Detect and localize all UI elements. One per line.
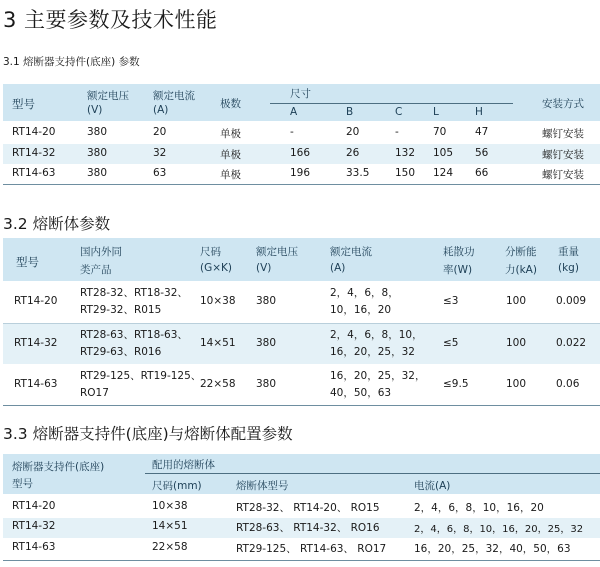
col-breaking-2: 力(kA) (505, 264, 537, 276)
cell-dim-h: 56 (475, 147, 489, 159)
col-voltage-unit: (V) (87, 104, 103, 116)
cell-current: 2，4，6，8，10，16，20 (414, 502, 544, 514)
cell-equiv: RT28-32、RT18-32、 (80, 287, 188, 299)
cell-current: 2，4，6，8， (330, 287, 399, 299)
col-breaking: 分断能 (505, 246, 537, 258)
col-current-unit: (A) (153, 104, 169, 116)
cell-size: 10×38 (200, 295, 236, 307)
cell-model: RT14-32 (12, 147, 56, 159)
cell-power: ≤5 (443, 337, 459, 349)
cell-size: 22×58 (152, 541, 188, 553)
cell-dim-h: 47 (475, 126, 489, 138)
cell-weight: 0.022 (556, 337, 587, 349)
col-current: 额定电流 (330, 246, 372, 258)
cell-dim-c: 132 (395, 147, 416, 159)
col-size-2: (G×K) (200, 262, 233, 274)
cell-power: ≤9.5 (443, 378, 469, 390)
cell-voltage: 380 (256, 378, 277, 390)
col-dim-b: B (346, 106, 354, 118)
cell-dim-b: 33.5 (346, 167, 370, 179)
cell-current: 32 (153, 147, 167, 159)
cell-dim-a: 196 (290, 167, 311, 179)
page-title: 3 主要参数及技术性能 (3, 8, 218, 32)
col-voltage: 额定电压 (256, 246, 298, 258)
col-dims: 尺寸 (290, 88, 311, 100)
col-size: 尺码(mm) (152, 480, 202, 492)
cell-poles: 单极 (220, 169, 241, 181)
col-equiv: 国内外同 (80, 246, 122, 258)
col-model: 型号 (16, 255, 39, 269)
cell-dim-l: 105 (433, 147, 454, 159)
col-dim-a: A (290, 106, 298, 118)
col-weight-2: (kg) (558, 262, 579, 274)
col-current-2: (A) (330, 262, 346, 274)
cell-equiv: RT28-63、RT18-63、 (80, 329, 188, 341)
cell-dim-l: 124 (433, 167, 454, 179)
cell-voltage: 380 (87, 167, 108, 179)
cell-voltage: 380 (256, 295, 277, 307)
cell-weight: 0.009 (556, 295, 587, 307)
section-3-3-heading: 3.3 熔断器支持件(底座)与熔断体配置参数 (3, 425, 293, 443)
cell-model: RT14-63 (12, 167, 56, 179)
cell-current: 20 (153, 126, 167, 138)
dims-divider (270, 103, 513, 104)
cell-base-model: RT14-63 (12, 541, 56, 553)
cell-dim-a: - (290, 126, 294, 138)
col-current: 电流(A) (414, 480, 451, 492)
cell-equiv: RT29-125、RT19-125、 (80, 370, 202, 382)
cell-power: ≤3 (443, 295, 459, 307)
cell-dim-l: 70 (433, 126, 447, 138)
cell-mount: 螺钉安装 (542, 169, 584, 181)
cell-size: 10×38 (152, 500, 188, 512)
fuse-divider (145, 473, 600, 474)
cell-mount: 螺钉安装 (542, 128, 584, 140)
section-3-2-heading: 3.2 熔断体参数 (3, 215, 111, 233)
cell-model: RT14-32 (14, 337, 58, 349)
col-current: 额定电流 (153, 90, 195, 102)
cell-poles: 单极 (220, 149, 241, 161)
col-fuse-model: 熔断体型号 (236, 480, 289, 492)
col-voltage: 额定电压 (87, 90, 129, 102)
cell-base-model: RT14-20 (12, 500, 56, 512)
cell-equiv-2: RT29-32、R015 (80, 304, 162, 316)
cell-breaking: 100 (506, 295, 527, 307)
cell-dim-b: 20 (346, 126, 360, 138)
cell-breaking: 100 (506, 378, 527, 390)
cell-current-2: 10，16，20 (330, 304, 392, 316)
cell-base-model: RT14-32 (12, 520, 56, 532)
table-3-2-bottom-rule (3, 405, 600, 406)
col-voltage-2: (V) (256, 262, 272, 274)
cell-dim-b: 26 (346, 147, 360, 159)
col-mount: 安装方式 (542, 98, 584, 110)
section-3-1-heading: 3.1 熔断器支持件(底座) 参数 (3, 56, 140, 68)
cell-dim-c: 150 (395, 167, 416, 179)
cell-dim-c: - (395, 126, 399, 138)
col-model: 型号 (12, 97, 35, 111)
col-weight: 重量 (558, 246, 579, 258)
cell-poles: 单极 (220, 128, 241, 140)
cell-equiv-2: RT29-63、R016 (80, 346, 162, 358)
cell-dim-h: 66 (475, 167, 489, 179)
cell-current: 2，4，6，8，10， (330, 329, 423, 341)
cell-fuse-model: RT28-32、 RT14-20、 RO15 (236, 502, 380, 514)
cell-current-2: 16，20，25，32 (330, 346, 415, 358)
cell-current-2: 40，50，63 (330, 387, 392, 399)
col-power-2: 率(W) (443, 264, 473, 276)
cell-voltage: 380 (87, 126, 108, 138)
cell-current: 16，20，25，32，40，50，63 (414, 543, 571, 555)
cell-size: 22×58 (200, 378, 236, 390)
col-fuse: 配用的熔断体 (152, 459, 215, 471)
cell-weight: 0.06 (556, 378, 580, 390)
cell-equiv-2: RO17 (80, 387, 109, 399)
col-dim-h: H (475, 106, 483, 118)
cell-current: 16，20，25，32， (330, 370, 426, 382)
col-dim-l: L (433, 106, 439, 118)
cell-dim-a: 166 (290, 147, 311, 159)
col-base-2: 型号 (12, 478, 33, 490)
cell-model: RT14-20 (12, 126, 56, 138)
col-size: 尺码 (200, 246, 221, 258)
cell-fuse-model: RT28-63、 RT14-32、 RO16 (236, 522, 380, 534)
table-3-3-bottom-rule (3, 560, 600, 561)
cell-current: 2，4，6，8，10，16，20，25，32 (414, 524, 584, 535)
cell-breaking: 100 (506, 337, 527, 349)
table-3-1-bottom-rule (3, 184, 600, 185)
cell-mount: 螺钉安装 (542, 149, 584, 161)
col-equiv-2: 类产品 (80, 264, 112, 276)
cell-size: 14×51 (152, 520, 188, 532)
cell-model: RT14-20 (14, 295, 58, 307)
col-dim-c: C (395, 106, 403, 118)
cell-model: RT14-63 (14, 378, 58, 390)
col-poles: 极数 (220, 98, 241, 110)
cell-voltage: 380 (256, 337, 277, 349)
col-base: 熔断器支持件(底座) (12, 461, 105, 473)
cell-current: 63 (153, 167, 167, 179)
col-power: 耗散功 (443, 246, 475, 258)
cell-voltage: 380 (87, 147, 108, 159)
cell-fuse-model: RT29-125、 RT14-63、 RO17 (236, 543, 387, 555)
cell-size: 14×51 (200, 337, 236, 349)
